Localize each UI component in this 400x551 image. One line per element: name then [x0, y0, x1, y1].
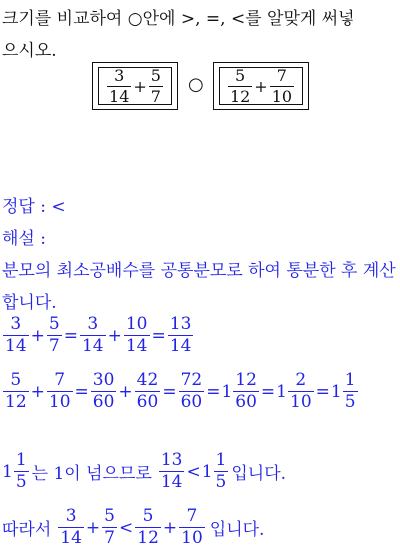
fraction: $\frac{30}{60}$: [92, 370, 115, 412]
answer-label: 정답 : <: [2, 197, 66, 217]
explanation-label: 해설 :: [2, 229, 46, 249]
fraction: $\frac{72}{60}$: [180, 370, 203, 412]
compare-circle[interactable]: ○: [188, 74, 204, 95]
equals-sign: =: [260, 381, 276, 402]
equals-sign: =: [151, 325, 166, 346]
fraction: $\frac{5}{12}$: [137, 506, 159, 548]
right-expression: [219, 67, 303, 105]
question-line-1: 크기를 비교하여 ○안에 >, =, <를 알맞게 써넣: [2, 9, 355, 29]
final-text: 입니다.: [209, 520, 265, 540]
note-text: 는 1이 넘으므로: [31, 464, 152, 484]
fraction: $\frac{42}{60}$: [136, 370, 159, 412]
plus-sign: +: [107, 325, 122, 346]
plus-sign: +: [118, 381, 133, 402]
fraction: $\frac{13}{14}$: [160, 450, 183, 492]
left-expression-box: [92, 62, 178, 110]
whole-number: 1: [2, 461, 13, 482]
plus-sign: +: [85, 517, 101, 538]
whole-number: 1: [201, 461, 213, 482]
fraction: $\frac{2}{10}$: [290, 370, 312, 412]
equation-1: [2, 316, 194, 355]
equals-sign: =: [63, 325, 78, 346]
plus-sign: +: [30, 381, 45, 402]
equals-sign: =: [315, 381, 330, 402]
fraction: $\frac{7}{10}$: [181, 506, 203, 548]
fraction: $\frac{13}{14}$: [169, 314, 192, 356]
whole-number: 1: [221, 381, 233, 402]
plus-sign: +: [133, 76, 147, 96]
plus-sign: +: [30, 325, 45, 346]
fraction: $\frac{5}{7}$: [104, 506, 115, 548]
fraction: $\frac{5}{7}$: [48, 314, 60, 356]
plus-sign: +: [162, 517, 178, 538]
question-line-2: 으시오.: [2, 41, 57, 61]
fraction: $\frac{3}{14}$: [109, 65, 130, 106]
left-expression: [98, 67, 172, 105]
equals-sign: =: [206, 381, 221, 402]
fraction: $\frac{10}{14}$: [125, 314, 148, 356]
comparison-note: [2, 452, 286, 491]
whole-number: 1: [276, 381, 287, 402]
fraction: $\frac{3}{14}$: [81, 314, 104, 356]
fraction: $\frac{1}{5}$: [15, 450, 27, 492]
fraction: $\frac{7}{10}$: [48, 370, 71, 412]
whole-number: 1: [330, 381, 342, 402]
equation-2: [2, 372, 359, 411]
fraction: $\frac{1}{5}$: [215, 450, 227, 492]
explanation-line-2: 합니다.: [2, 293, 57, 313]
right-expression-box: [213, 62, 309, 110]
final-text: 따라서: [2, 520, 52, 540]
fraction: $\frac{3}{14}$: [5, 314, 27, 356]
note-text: 입니다.: [231, 464, 287, 484]
equals-sign: =: [162, 381, 177, 402]
equals-sign: =: [74, 381, 89, 402]
fraction: $\frac{7}{10}$: [271, 65, 293, 106]
fraction: $\frac{1}{5}$: [344, 370, 356, 412]
fraction: $\frac{5}{7}$: [150, 65, 161, 106]
plus-sign: +: [254, 76, 268, 96]
fraction: $\frac{5}{12}$: [5, 370, 27, 412]
fraction: $\frac{5}{12}$: [229, 65, 251, 106]
fraction: $\frac{3}{14}$: [60, 506, 82, 548]
explanation-line-1: 분모의 최소공배수를 공통분모로 하여 통분한 후 계산: [2, 261, 396, 281]
fraction: $\frac{12}{60}$: [235, 370, 257, 412]
less-than-sign: <: [186, 461, 201, 482]
final-statement: [2, 508, 264, 547]
less-than-sign: <: [119, 517, 134, 538]
